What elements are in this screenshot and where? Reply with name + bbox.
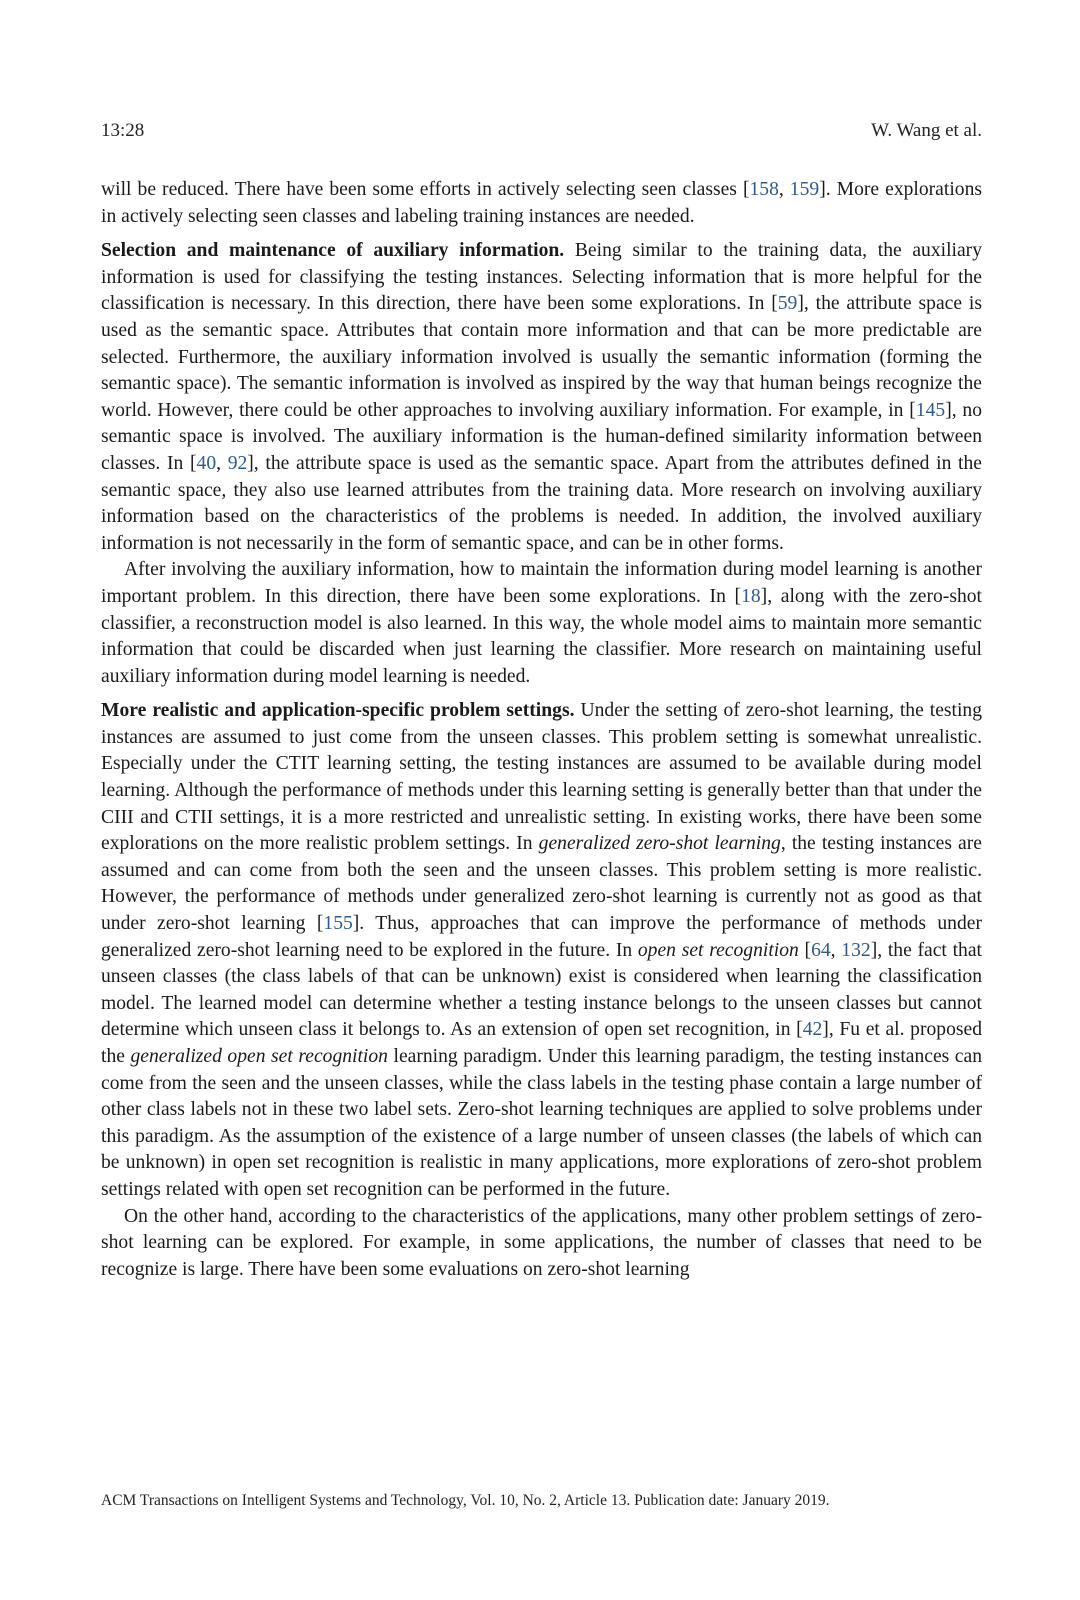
- paragraph-text: ]. More explorations in actively selecting seen classes and labeling training instances are needed.: [101, 179, 982, 227]
- citation-link[interactable]: 145: [915, 399, 946, 421]
- paragraph-text: On the other hand, according to the characteristics of the applications, many other problem settings of zero-shot learning can be explored. For example, in some applications, the number of classes that need to be recognize is large. There have been some evaluations on zero-shot learning: [101, 1205, 982, 1280]
- emphasized-term: open set recognition: [637, 939, 799, 961]
- paragraph-text: learning paradigm. Under this learning paradigm, the testing instances can come from the seen and the unseen classes, while the class labels in the testing phase contain a large number of other class labels not in these two label sets. Zero-shot learning techniques are applied to solve problems under this paradigm. As the assumption of the existence of a large number of unseen classes (the labels of which can be unknown) in open set recognition is realistic in many applications, more explorations of zero-shot problem settings related with open set recognition can be performed in the future.: [101, 1046, 982, 1200]
- paragraph-text: ], the attribute space is used as the semantic space. Apart from the attributes defined in the semantic space, they also use learned attributes from the training data. More research on involving auxiliary information based on the characteristics of the problems is needed. In addition, the involved auxiliary information is not necessarily in the form of semantic space, and can be in other forms.: [101, 452, 982, 554]
- emphasized-term: generalized zero-shot learning: [538, 833, 781, 855]
- paragraph-text: ,: [830, 939, 842, 961]
- citation-link[interactable]: 40: [196, 452, 217, 474]
- paragraph: [101, 557, 982, 690]
- citation-link[interactable]: 132: [841, 939, 871, 961]
- citation-link[interactable]: 92: [227, 452, 248, 474]
- paragraph-text: ], the attribute space is used as the semantic space. Attributes that contain more information and that can be more predictable are selected. Furthermore, the auxiliary information involved is usually the semantic information (forming the semantic space). The semantic information is involved as inspired by the way that human beings recognize the world. However, there could be other approaches to involving auxiliary information. For example, in [: [101, 293, 982, 421]
- citation-link[interactable]: 158: [749, 179, 779, 200]
- paragraph-text: ,: [778, 179, 790, 200]
- paragraph-text: Being similar to the training data, the auxiliary information is used for classifying the testing instances. Selecting information that is more helpful for the classification is necessary. In this direction, there have been some explorations. In [: [101, 240, 983, 315]
- paragraph-text: [: [798, 939, 812, 961]
- paragraph: [101, 177, 982, 230]
- section-paragraph: [101, 238, 982, 557]
- paragraph: [101, 1204, 982, 1284]
- paragraph-text: Under the setting of zero-shot learning, the testing instances are assumed to just come from the unseen classes. This problem setting is somewhat unrealistic. Especially under the CTIT learning setting, the testing instances are assumed to be available during model learning. Although the performance of methods under this learning setting is generally better than that under the CIII and CTII settings, it is a more restricted and unrealistic setting. In existing works, there have been some explorations on the more realistic problem settings. In: [101, 700, 982, 855]
- section-paragraph: [101, 698, 982, 1203]
- citation-link[interactable]: 59: [777, 293, 798, 315]
- running-head: [101, 120, 982, 142]
- page-number: 13:28: [101, 120, 145, 141]
- paragraph-text: ], Fu et al. proposed the: [101, 1019, 982, 1067]
- body-text: [101, 177, 982, 1283]
- paragraph-text: After involving the auxiliary information, how to maintain the information during model learning is another important problem. In this direction, there have been some explorations. In [: [101, 559, 982, 607]
- running-authors: W. Wang et al.: [871, 120, 982, 141]
- paragraph-text: ], no semantic space is involved. The auxiliary information is the human-defined similarity information between classes. In [: [101, 399, 982, 474]
- citation-link[interactable]: 64: [811, 939, 831, 961]
- paragraph-text: , the testing instances are assumed and can come from both the seen and the unseen classes. This problem setting is more realistic. However, the performance of methods under generalized zero-shot learning is currently not as good as that under zero-shot learning [: [101, 833, 982, 935]
- paragraph-text: will be reduced. There have been some efforts in actively selecting seen classes [: [101, 179, 750, 200]
- paragraph-text: ]. Thus, approaches that can improve the performance of methods under generalized zero-shot learning need to be explored in the future. In: [101, 913, 982, 961]
- paragraph-text: ], the fact that unseen classes (the class labels of that can be unknown) exist is considered when learning the classification model. The learned model can determine whether a testing instance belongs to the unseen classes but cannot determine which unseen class it belongs to. As an extension of open set recognition, in [: [101, 939, 982, 1041]
- emphasized-term: generalized open set recognition: [130, 1046, 388, 1067]
- journal-footer: ACM Transactions on Intelligent Systems and Technology, Vol. 10, No. 2, Article 13. Publication date: January 2019.: [101, 1492, 830, 1509]
- citation-link[interactable]: 159: [789, 179, 820, 200]
- citation-link[interactable]: 18: [741, 585, 761, 607]
- paragraph-heading: Selection and maintenance of auxiliary information.: [101, 240, 565, 262]
- paragraph-text: ], along with the zero-shot classifier, a reconstruction model is also learned. In this way, the whole model aims to maintain more semantic information that could be discarded when just learning the classifier. More research on maintaining useful auxiliary information during model learning is needed.: [101, 585, 982, 687]
- paragraph-heading: More realistic and application-specific problem settings.: [101, 700, 575, 722]
- citation-link[interactable]: 42: [802, 1019, 823, 1041]
- paragraph-text: ,: [216, 452, 228, 474]
- citation-link[interactable]: 155: [323, 913, 353, 935]
